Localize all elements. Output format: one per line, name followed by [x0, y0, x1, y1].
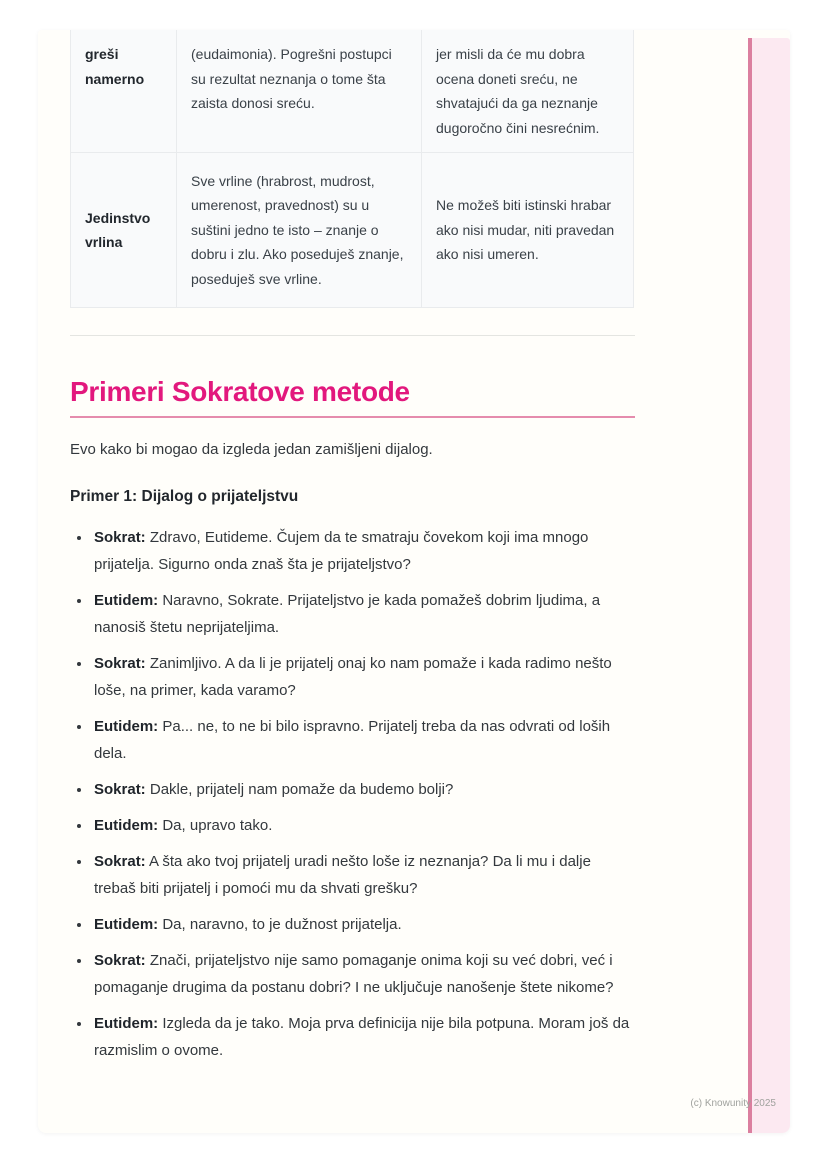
speaker-name: Sokrat:	[94, 853, 146, 870]
dialog-item	[92, 812, 635, 839]
speaker-name: Eutidem:	[94, 1015, 159, 1032]
page-sheet	[38, 30, 790, 1133]
dialog-text: Zdravo, Eutideme. Čujem da te smatraju čovekom koji ima mnogo prijatelja. Sigurno onda znaš šta je prijateljstvo?	[94, 529, 589, 573]
intro-paragraph: Evo kako bi mogao da izgleda jedan zamišljeni dijalog.	[70, 441, 433, 458]
dialog-item	[92, 524, 635, 578]
dialog-text: Pa... ne, to ne bi bilo ispravno. Prijatelj treba da nas odvrati od loših dela.	[94, 718, 611, 762]
dialog-item	[92, 650, 635, 704]
dialog-item	[92, 713, 635, 767]
dialog-text: Naravno, Sokrate. Prijateljstvo je kada pomažeš dobrim ljudima, a nanosiš štetu neprijateljima.	[94, 592, 601, 636]
dialog-text: Znači, prijateljstvo nije samo pomaganje onima koji su već dobri, već i pomaganje drugima da postanu dobri? I ne uključuje nanošenje štete nikome?	[94, 952, 614, 996]
speaker-name: Sokrat:	[94, 529, 146, 546]
dialog-text: Zanimljivo. A da li je prijatelj onaj ko nam pomaže i kada radimo nešto loše, na primer, kada varamo?	[94, 655, 612, 699]
speaker-name: Sokrat:	[94, 781, 146, 798]
table-cell-example: jer misli da će mu dobra ocena doneti sreću, ne shvatajući da ga neznanje dugoročno čini nesrećnim.	[422, 30, 634, 153]
dialog-item	[92, 587, 635, 641]
dialog-text: Dakle, prijatelj nam pomaže da budemo bolji?	[149, 781, 454, 798]
section-divider	[70, 335, 635, 336]
speaker-name: Eutidem:	[94, 718, 159, 735]
speaker-name: Eutidem:	[94, 592, 159, 609]
dialog-text: A šta ako tvoj prijatelj uradi nešto loše iz neznanja? Da li mu i dalje trebaš biti prijatelj i pomoći mu da shvati grešku?	[94, 853, 591, 897]
table-cell-label: greši namerno	[71, 30, 177, 153]
dialog-item	[92, 1010, 635, 1064]
dialog-list	[70, 524, 635, 1064]
speaker-name: Sokrat:	[94, 655, 146, 672]
speaker-name: Sokrat:	[94, 952, 146, 969]
table-row	[71, 153, 634, 308]
example-subheading: Primer 1: Dijalog o prijateljstvu	[70, 488, 299, 505]
dialog-text: Da, upravo tako.	[162, 817, 273, 834]
dialog-item	[92, 776, 635, 803]
section-heading: Primeri Sokratove metode	[70, 374, 635, 418]
dialog-text: Izgleda da je tako. Moja prva definicija nije bila potpuna. Moram još da razmislim o ovome.	[94, 1015, 630, 1059]
table-cell-description: (eudaimonia). Pogrešni postupci su rezultat neznanja o tome šta zaista donosi sreću.	[177, 30, 422, 153]
comparison-table	[70, 30, 634, 308]
table-row	[71, 30, 634, 153]
document-content	[70, 30, 635, 1073]
dialog-item	[92, 911, 635, 938]
copyright-notice: (c) Knowunity 2025	[690, 1098, 776, 1109]
table-cell-example: Ne možeš biti istinski hrabar ako nisi mudar, niti pravedan ako nisi umeren.	[422, 153, 634, 308]
table-cell-description: Sve vrline (hrabrost, mudrost, umerenost, pravednost) su u suštini jedno te isto – znanje o dobru i zlu. Ako poseduješ znanje, poseduješ sve vrline.	[177, 153, 422, 308]
page-edge-band	[748, 38, 790, 1133]
speaker-name: Eutidem:	[94, 817, 159, 834]
dialog-item	[92, 947, 635, 1001]
table-cell-label: Jedinstvo vrlina	[71, 153, 177, 308]
speaker-name: Eutidem:	[94, 916, 159, 933]
dialog-item	[92, 848, 635, 902]
dialog-text: Da, naravno, to je dužnost prijatelja.	[162, 916, 402, 933]
